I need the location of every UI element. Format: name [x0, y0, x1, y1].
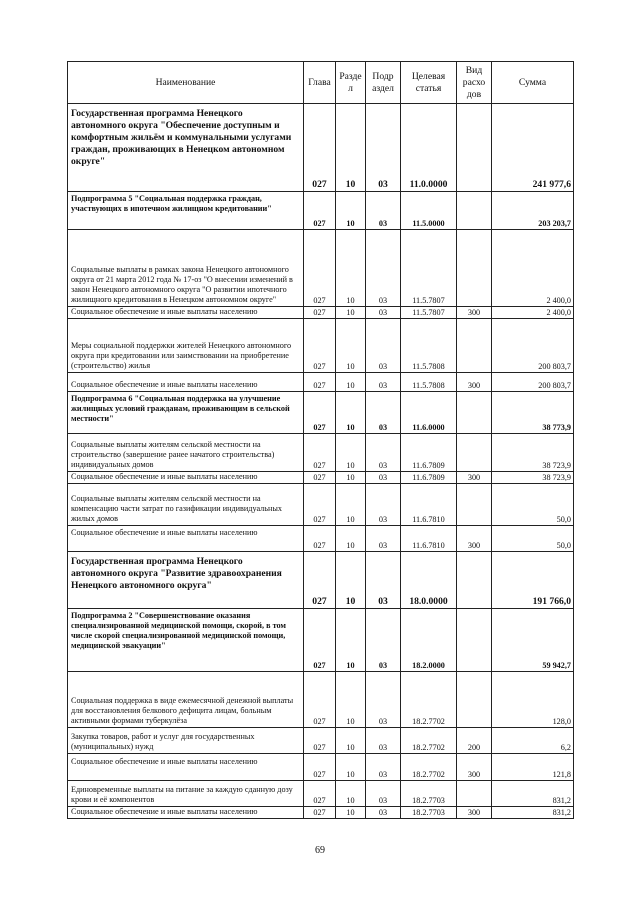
table-row: [68, 434, 574, 472]
row-cel: 11.6.0000: [401, 392, 457, 434]
row-name: Социальное обеспечение и иные выплаты населению: [68, 307, 304, 319]
row-razdel: 10: [336, 552, 366, 609]
row-cel: 18.2.7702: [401, 672, 457, 728]
row-glava: 027: [304, 192, 336, 230]
row-vid: [457, 672, 492, 728]
row-vid: 300: [457, 754, 492, 781]
row-vid: [457, 104, 492, 192]
row-name: Социальное обеспечение и иные выплаты населению: [68, 472, 304, 484]
row-razdel: 10: [336, 307, 366, 319]
row-name: Социальные выплаты жителям сельской местности на компенсацию части затрат по газификации индивидуальных жилых домов: [68, 484, 304, 526]
row-vid: 200: [457, 728, 492, 754]
row-summa: 50,0: [492, 484, 574, 526]
row-razdel: 10: [336, 434, 366, 472]
row-podrazdel: 03: [366, 807, 401, 819]
row-vid: 300: [457, 373, 492, 392]
row-podrazdel: 03: [366, 472, 401, 484]
row-razdel: 10: [336, 472, 366, 484]
row-razdel: 10: [336, 672, 366, 728]
row-vid: [457, 434, 492, 472]
row-summa: 38 723,9: [492, 472, 574, 484]
row-razdel: 10: [336, 526, 366, 552]
row-cel: 18.2.7702: [401, 754, 457, 781]
row-vid: [457, 609, 492, 672]
row-razdel: 10: [336, 754, 366, 781]
row-name: Единовременные выплаты на питание за каждую сданную дозу крови и её компонентов: [68, 781, 304, 807]
col-header-name: Наименование: [68, 62, 304, 104]
row-cel: 11.5.0000: [401, 192, 457, 230]
row-summa: 200 803,7: [492, 319, 574, 373]
row-name: Социальные выплаты жителям сельской местности на строительство (завершение ранее начатого строительства) индивидуальных домов: [68, 434, 304, 472]
row-glava: 027: [304, 484, 336, 526]
row-glava: 027: [304, 728, 336, 754]
row-cel: 11.6.7810: [401, 484, 457, 526]
row-cel: 18.2.0000: [401, 609, 457, 672]
row-razdel: 10: [336, 728, 366, 754]
row-vid: 300: [457, 807, 492, 819]
row-summa: 2 400,0: [492, 307, 574, 319]
row-razdel: 10: [336, 781, 366, 807]
col-header-glava: Глава: [304, 62, 336, 104]
row-summa: 200 803,7: [492, 373, 574, 392]
row-razdel: 10: [336, 230, 366, 307]
row-vid: 300: [457, 307, 492, 319]
row-cel: 11.5.7808: [401, 319, 457, 373]
row-cel: 11.0.0000: [401, 104, 457, 192]
row-vid: [457, 319, 492, 373]
row-name: Социальные выплаты в рамках закона Ненецкого автономного округа от 21 марта 2012 года № 17-оз "О внесении изменений в закон Ненецкого автономного округа "О развитии ипотечного жилищного кредитования в Ненецком автономном округе": [68, 230, 304, 307]
row-razdel: 10: [336, 609, 366, 672]
row-podrazdel: 03: [366, 230, 401, 307]
row-podrazdel: 03: [366, 319, 401, 373]
row-summa: 38 723,9: [492, 434, 574, 472]
row-cel: 11.6.7809: [401, 472, 457, 484]
row-podrazdel: 03: [366, 754, 401, 781]
row-name: Государственная программа Ненецкого автономного округа "Обеспечение доступным и комфортным жильём и коммунальными услугами граждан, проживающих в Ненецком автономном округе": [68, 104, 304, 192]
row-cel: 11.5.7808: [401, 373, 457, 392]
col-header-cel: Целевая статья: [401, 62, 457, 104]
row-podrazdel: 03: [366, 104, 401, 192]
row-glava: 027: [304, 392, 336, 434]
row-name: Социальное обеспечение и иные выплаты населению: [68, 807, 304, 819]
table-row: [68, 104, 574, 192]
row-name: Подпрограмма 2 "Совершенствование оказания специализированной медицинской помощи, скорой, в том числе скорой специализированной медицинской помощи, медицинской эвакуации": [68, 609, 304, 672]
table-row: [68, 192, 574, 230]
table-row: [68, 472, 574, 484]
row-podrazdel: 03: [366, 728, 401, 754]
table-row: [68, 392, 574, 434]
table-row: [68, 754, 574, 781]
row-cel: 11.6.7809: [401, 434, 457, 472]
row-podrazdel: 03: [366, 484, 401, 526]
table-row: [68, 807, 574, 819]
row-glava: 027: [304, 552, 336, 609]
row-glava: 027: [304, 754, 336, 781]
row-vid: [457, 552, 492, 609]
row-podrazdel: 03: [366, 192, 401, 230]
row-name: Меры социальной поддержки жителей Ненецкого автономного округа при кредитовании или заимствовании на приобретение (строительство) жилья: [68, 319, 304, 373]
row-summa: 38 773,9: [492, 392, 574, 434]
row-cel: 18.0.0000: [401, 552, 457, 609]
row-podrazdel: 03: [366, 552, 401, 609]
row-vid: [457, 781, 492, 807]
row-name: Государственная программа Ненецкого автономного округа "Развитие здравоохранения Ненецкого автономного округа": [68, 552, 304, 609]
row-podrazdel: 03: [366, 526, 401, 552]
row-summa: 50,0: [492, 526, 574, 552]
row-name: Социальное обеспечение и иные выплаты населению: [68, 754, 304, 781]
row-glava: 027: [304, 434, 336, 472]
row-summa: 191 766,0: [492, 552, 574, 609]
row-summa: 241 977,6: [492, 104, 574, 192]
row-glava: 027: [304, 609, 336, 672]
row-summa: 2 400,0: [492, 230, 574, 307]
col-header-podrazdel: Подр аздел: [366, 62, 401, 104]
table-row: [68, 307, 574, 319]
row-glava: 027: [304, 781, 336, 807]
row-podrazdel: 03: [366, 434, 401, 472]
row-podrazdel: 03: [366, 373, 401, 392]
col-header-razdel: Разде л: [336, 62, 366, 104]
table-row: [68, 609, 574, 672]
row-glava: 027: [304, 526, 336, 552]
page-number: 69: [315, 845, 325, 856]
row-vid: [457, 192, 492, 230]
row-podrazdel: 03: [366, 307, 401, 319]
row-razdel: 10: [336, 104, 366, 192]
row-summa: 831,2: [492, 807, 574, 819]
row-razdel: 10: [336, 373, 366, 392]
row-razdel: 10: [336, 807, 366, 819]
row-glava: 027: [304, 472, 336, 484]
row-glava: 027: [304, 807, 336, 819]
row-razdel: 10: [336, 319, 366, 373]
row-vid: [457, 392, 492, 434]
row-razdel: 10: [336, 484, 366, 526]
row-name: Социальное обеспечение и иные выплаты населению: [68, 526, 304, 552]
budget-table: [67, 61, 574, 819]
row-cel: 11.5.7807: [401, 230, 457, 307]
col-header-vid: Вид расхо дов: [457, 62, 492, 104]
row-summa: 59 942,7: [492, 609, 574, 672]
row-vid: 300: [457, 472, 492, 484]
row-summa: 203 203,7: [492, 192, 574, 230]
row-summa: 831,2: [492, 781, 574, 807]
row-summa: 128,0: [492, 672, 574, 728]
header-row: [68, 62, 574, 104]
row-name: Подпрограмма 5 "Социальная поддержка граждан, участвующих в ипотечном жилищном кредитовании": [68, 192, 304, 230]
row-vid: 300: [457, 526, 492, 552]
row-podrazdel: 03: [366, 392, 401, 434]
table-row: [68, 484, 574, 526]
row-cel: 18.2.7702: [401, 728, 457, 754]
row-summa: 6,2: [492, 728, 574, 754]
col-header-summa: Сумма: [492, 62, 574, 104]
row-name: Социальное обеспечение и иные выплаты населению: [68, 373, 304, 392]
table-row: [68, 552, 574, 609]
row-glava: 027: [304, 373, 336, 392]
row-razdel: 10: [336, 392, 366, 434]
table-row: [68, 319, 574, 373]
row-glava: 027: [304, 104, 336, 192]
row-cel: 11.6.7810: [401, 526, 457, 552]
row-cel: 11.5.7807: [401, 307, 457, 319]
row-vid: [457, 484, 492, 526]
table-row: [68, 728, 574, 754]
row-name: Закупка товаров, работ и услуг для государственных (муниципальных) нужд: [68, 728, 304, 754]
row-glava: 027: [304, 672, 336, 728]
row-razdel: 10: [336, 192, 366, 230]
table-row: [68, 373, 574, 392]
row-podrazdel: 03: [366, 609, 401, 672]
row-cel: 18.2.7703: [401, 781, 457, 807]
row-glava: 027: [304, 307, 336, 319]
row-podrazdel: 03: [366, 672, 401, 728]
table-row: [68, 230, 574, 307]
row-glava: 027: [304, 230, 336, 307]
row-name: Социальная поддержка в виде ежемесячной денежной выплаты для восстановления белкового дефицита лицам, больным активными формами туберкулёза: [68, 672, 304, 728]
table-row: [68, 781, 574, 807]
row-name: Подпрограмма 6 "Социальная поддержка на улучшение жилищных условий гражданам, проживающим в сельской местности": [68, 392, 304, 434]
row-podrazdel: 03: [366, 781, 401, 807]
table-row: [68, 526, 574, 552]
row-glava: 027: [304, 319, 336, 373]
row-vid: [457, 230, 492, 307]
row-cel: 18.2.7703: [401, 807, 457, 819]
row-summa: 121,8: [492, 754, 574, 781]
table-row: [68, 672, 574, 728]
